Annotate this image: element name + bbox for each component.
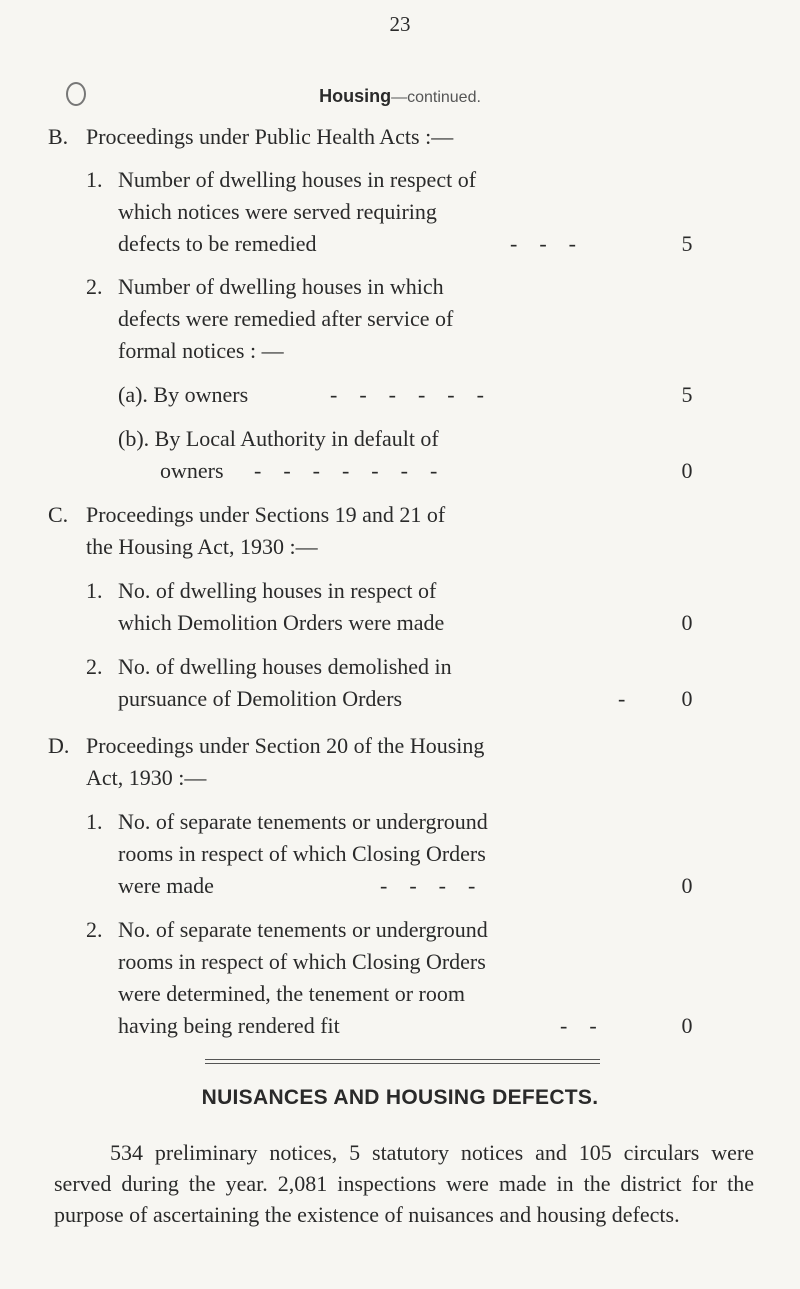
section-d-item1-leader: - - - - <box>380 873 476 898</box>
section-d-item2-line1: No. of separate tenements or underground <box>118 917 488 942</box>
section-d-heading-line1: Proceedings under Section 20 of the Housing <box>86 733 485 758</box>
section-c-heading-line1: Proceedings under Sections 19 and 21 of <box>86 502 446 527</box>
section-b-item2b-leader: - - - - - - - <box>254 458 438 483</box>
section-d-item2-line4: having being rendered fit <box>118 1013 340 1038</box>
section-c-item2-line1: No. of dwelling houses demolished in <box>118 654 452 679</box>
section-b-item2-number: 2. <box>86 274 103 299</box>
section-d-item1-line1: No. of separate tenements or underground <box>118 809 488 834</box>
nuisances-paragraph-text: 534 preliminary notices, 5 statutory notices and 105 circulars were served during the year. 2,081 inspections were made in the district for the purpose of ascertaining the existence of nuisances and housing defects. <box>54 1140 754 1227</box>
section-d-letter: D. <box>48 733 70 758</box>
section-d-item2-leader: - - <box>560 1013 597 1038</box>
section-c-item2-leader: - <box>618 686 626 711</box>
section-d-item1-number: 1. <box>86 809 103 834</box>
section-b-item2a-label: (a). By owners <box>118 382 249 407</box>
section-b-item2-line1: Number of dwelling houses in which <box>118 274 444 299</box>
section-b-letter: B. <box>48 124 69 149</box>
section-c-item2-number: 2. <box>86 654 103 679</box>
section-b-item1-line1: Number of dwelling houses in respect of <box>118 167 477 192</box>
section-b-item2a-value: 5 <box>681 382 693 407</box>
section-c-item1-value: 0 <box>681 610 693 635</box>
section-c-item1-number: 1. <box>86 578 103 603</box>
section-c-item2-value: 0 <box>681 686 693 711</box>
divider-rule-bottom <box>205 1063 600 1064</box>
section-b-item1-leader: - - - <box>510 231 576 256</box>
section-c-item2-line2: pursuance of Demolition Orders <box>118 686 403 711</box>
section-d-item2-number: 2. <box>86 917 103 942</box>
section-b-item2b-line1: (b). By Local Authority in default of <box>118 426 439 451</box>
section-b-item1-value: 5 <box>681 231 693 256</box>
section-c-heading-line2: the Housing Act, 1930 :— <box>86 534 318 559</box>
section-b-item2-line3: formal notices : — <box>118 338 284 363</box>
section-b-item1-number: 1. <box>86 167 103 192</box>
section-b-item2a-leader: - - - - - - <box>330 382 484 407</box>
section-d-item1-line2: rooms in respect of which Closing Orders <box>118 841 486 866</box>
section-c-item1-line1: No. of dwelling houses in respect of <box>118 578 437 603</box>
section-b-item1-line3: defects to be remedied <box>118 231 317 256</box>
section-b-item2b-value: 0 <box>681 458 693 483</box>
section-d-item2-value: 0 <box>681 1013 693 1038</box>
nuisances-heading: NUISANCES AND HOUSING DEFECTS. <box>201 1086 599 1109</box>
divider-rule-top <box>205 1059 600 1060</box>
section-d-heading-line2: Act, 1930 :— <box>86 765 207 790</box>
section-b-item2b-line2: owners <box>160 458 224 483</box>
section-b-item2-line2: defects were remedied after service of <box>118 306 454 331</box>
section-d-item1-value: 0 <box>681 873 693 898</box>
running-head-title: Housing <box>319 86 392 106</box>
section-c-item1-line2: which Demolition Orders were made <box>118 610 445 635</box>
nuisances-paragraph <box>54 1137 754 1230</box>
section-b-heading: Proceedings under Public Health Acts :— <box>86 124 454 149</box>
running-head <box>0 86 800 107</box>
section-c-letter: C. <box>48 502 69 527</box>
running-head-suffix: —continued. <box>391 89 481 106</box>
section-d-item1-line3: were made <box>118 873 214 898</box>
section-d-item2-line2: rooms in respect of which Closing Orders <box>118 949 486 974</box>
section-b-item1-line2: which notices were served requiring <box>118 199 437 224</box>
page-number: 23 <box>389 12 411 36</box>
section-d-item2-line3: were determined, the tenement or room <box>118 981 465 1006</box>
